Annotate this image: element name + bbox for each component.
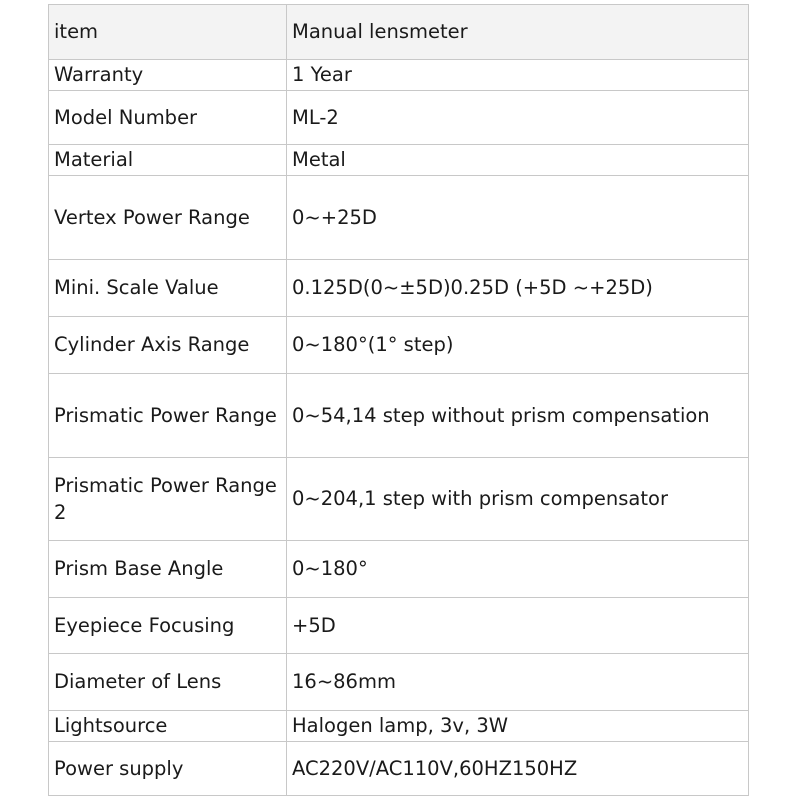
table-row <box>49 654 749 711</box>
spec-value: Halogen lamp, 3v, 3W <box>287 711 749 742</box>
table-row <box>49 60 749 91</box>
spec-label: Material <box>49 145 287 176</box>
spec-label: Diameter of Lens <box>49 654 287 711</box>
spec-value: 0~180° <box>287 541 749 598</box>
spec-value: 0~+25D <box>287 176 749 260</box>
spec-value: 0~54,14 step without prism compensation <box>287 374 749 458</box>
spec-value: ML-2 <box>287 91 749 145</box>
table-row <box>49 317 749 374</box>
table-row <box>49 145 749 176</box>
spec-value: 0~180°(1° step) <box>287 317 749 374</box>
spec-label: Mini. Scale Value <box>49 260 287 317</box>
table-row <box>49 458 749 541</box>
table-row <box>49 260 749 317</box>
spec-label: Prism Base Angle <box>49 541 287 598</box>
table-row <box>49 541 749 598</box>
spec-value: Manual lensmeter <box>287 5 749 60</box>
spec-value: Metal <box>287 145 749 176</box>
spec-label: Warranty <box>49 60 287 91</box>
spec-label: item <box>49 5 287 60</box>
spec-label: Eyepiece Focusing <box>49 598 287 654</box>
spec-label: Vertex Power Range <box>49 176 287 260</box>
spec-label: Lightsource <box>49 711 287 742</box>
spec-value: 1 Year <box>287 60 749 91</box>
table-row <box>49 598 749 654</box>
spec-label: Prismatic Power Range 2 <box>49 458 287 541</box>
spec-value: 0.125D(0~±5D)0.25D (+5D ~+25D) <box>287 260 749 317</box>
table-row <box>49 5 749 60</box>
table-row <box>49 374 749 458</box>
spec-label: Model Number <box>49 91 287 145</box>
spec-label: Prismatic Power Range <box>49 374 287 458</box>
spec-value: 0~204,1 step with prism compensator <box>287 458 749 541</box>
spec-value: AC220V/AC110V,60HZ150HZ <box>287 742 749 796</box>
table-row <box>49 711 749 742</box>
spec-value: 16~86mm <box>287 654 749 711</box>
spec-label: Power supply <box>49 742 287 796</box>
table-row <box>49 742 749 796</box>
table-row <box>49 91 749 145</box>
table-row <box>49 176 749 260</box>
spec-table <box>48 4 749 796</box>
spec-value: +5D <box>287 598 749 654</box>
spec-label: Cylinder Axis Range <box>49 317 287 374</box>
